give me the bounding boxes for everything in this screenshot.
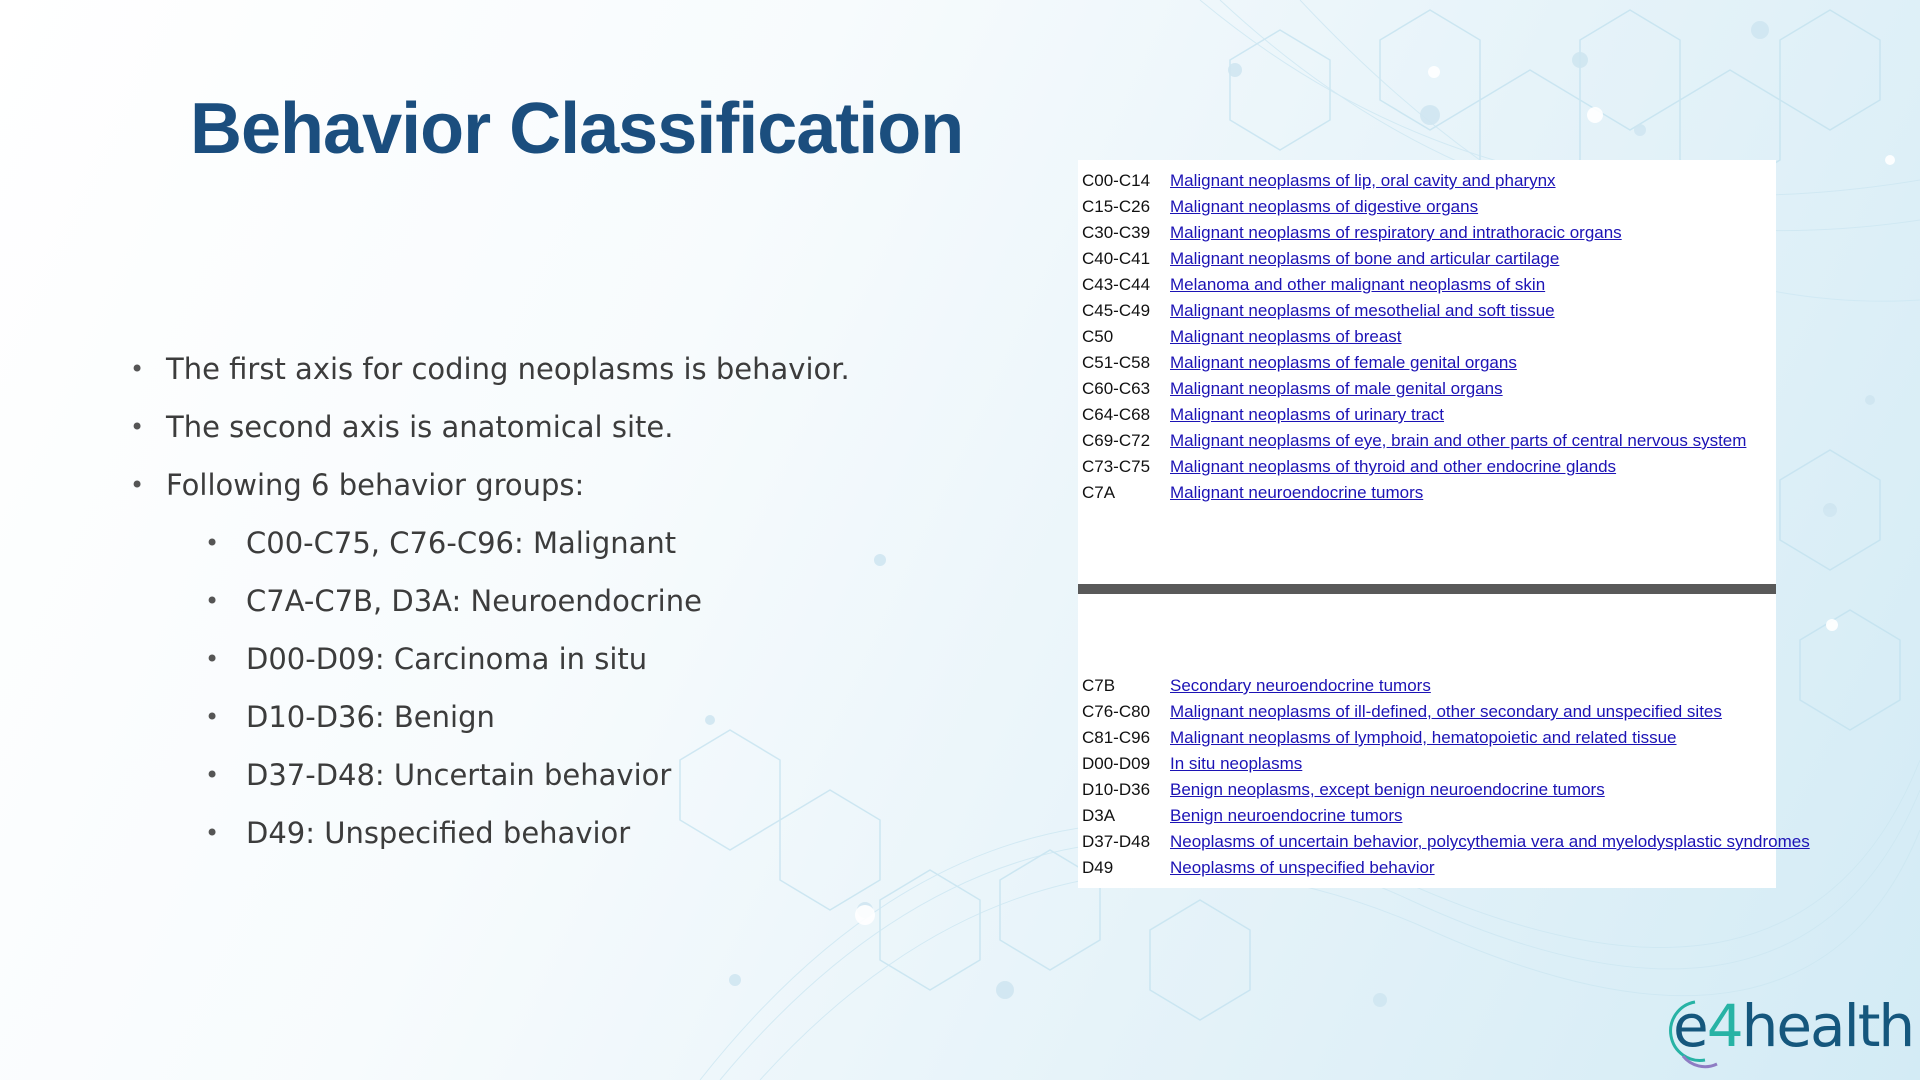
code-row bbox=[1078, 777, 1776, 803]
code-range: C30-C39 bbox=[1082, 223, 1151, 242]
bullet-text: C7A-C7B, D3A: Neuroendocrine bbox=[246, 584, 702, 618]
code-row bbox=[1078, 376, 1776, 402]
bullet-glyph: • bbox=[130, 413, 145, 441]
code-row bbox=[1078, 454, 1776, 480]
code-row bbox=[1078, 699, 1776, 725]
bullet-text: Following 6 behavior groups: bbox=[166, 468, 585, 502]
bullet-text: D00-D09: Carcinoma in situ bbox=[246, 642, 648, 676]
code-range: C45-C49 bbox=[1082, 301, 1151, 320]
code-description-link[interactable]: Malignant neoplasms of respiratory and intrathoracic organs bbox=[1170, 223, 1622, 242]
sub-bullet-item bbox=[130, 635, 850, 693]
bullet-glyph: • bbox=[205, 761, 220, 789]
code-row bbox=[1078, 168, 1776, 194]
bullet-text: D49: Unspecified behavior bbox=[246, 816, 631, 850]
code-description-link[interactable]: Melanoma and other malignant neoplasms of skin bbox=[1170, 275, 1546, 294]
icd-code-table-bottom bbox=[1078, 594, 1810, 888]
code-range: D37-D48 bbox=[1082, 832, 1151, 851]
sub-bullet-item bbox=[130, 809, 850, 867]
logo-prefix: e bbox=[1673, 992, 1707, 1060]
code-row bbox=[1078, 350, 1776, 376]
code-range: C69-C72 bbox=[1082, 431, 1151, 450]
e4health-logo bbox=[1665, 990, 1914, 1070]
code-list-bottom bbox=[1078, 594, 1810, 881]
code-range: C7A bbox=[1082, 483, 1116, 502]
code-row bbox=[1078, 402, 1776, 428]
bullet-text: C00-C75, C76-C96: Malignant bbox=[246, 526, 677, 560]
code-description-link[interactable]: Neoplasms of uncertain behavior, polycythemia vera and myelodysplastic syndromes bbox=[1170, 832, 1810, 851]
code-range: C50 bbox=[1082, 327, 1114, 346]
code-range: C51-C58 bbox=[1082, 353, 1151, 372]
code-range: C7B bbox=[1082, 676, 1116, 695]
bullet-item bbox=[130, 403, 850, 461]
code-row bbox=[1078, 272, 1776, 298]
bullet-glyph: • bbox=[205, 529, 220, 557]
code-row bbox=[1078, 725, 1776, 751]
code-range: C81-C96 bbox=[1082, 728, 1151, 747]
code-description-link[interactable]: Malignant neoplasms of thyroid and other endocrine glands bbox=[1170, 457, 1617, 476]
sub-bullet-item bbox=[130, 577, 850, 635]
bullet-glyph: • bbox=[130, 471, 145, 499]
code-description-link[interactable]: Malignant neoplasms of digestive organs bbox=[1170, 197, 1479, 216]
bullet-text: The second axis is anatomical site. bbox=[166, 410, 674, 444]
code-range: C73-C75 bbox=[1082, 457, 1151, 476]
code-description-link[interactable]: Malignant neoplasms of eye, brain and other parts of central nervous system bbox=[1170, 431, 1747, 450]
bullet-item bbox=[130, 461, 850, 519]
bullet-item bbox=[130, 345, 850, 403]
sub-bullet-item bbox=[130, 751, 850, 809]
code-description-link[interactable]: In situ neoplasms bbox=[1170, 754, 1303, 773]
logo-number: 4 bbox=[1706, 992, 1742, 1060]
code-description-link[interactable]: Malignant neoplasms of bone and articular cartilage bbox=[1170, 249, 1560, 268]
code-description-link[interactable]: Malignant neoplasms of breast bbox=[1170, 327, 1402, 346]
icd-code-table-top bbox=[1078, 160, 1776, 584]
code-range: C43-C44 bbox=[1082, 275, 1151, 294]
code-row bbox=[1078, 803, 1776, 829]
code-description-link[interactable]: Malignant neoplasms of mesothelial and soft tissue bbox=[1170, 301, 1555, 320]
code-description-link[interactable]: Benign neoplasms, except benign neuroendocrine tumors bbox=[1170, 780, 1605, 799]
code-range: C40-C41 bbox=[1082, 249, 1151, 268]
code-range: D3A bbox=[1082, 806, 1116, 825]
code-row bbox=[1078, 480, 1776, 506]
code-row bbox=[1078, 246, 1776, 272]
code-description-link[interactable]: Malignant neoplasms of male genital organs bbox=[1170, 379, 1503, 398]
table-divider bbox=[1078, 584, 1776, 594]
code-description-link[interactable]: Neoplasms of unspecified behavior bbox=[1170, 858, 1435, 877]
code-description-link[interactable]: Malignant neoplasms of urinary tract bbox=[1170, 405, 1445, 424]
bullet-glyph: • bbox=[130, 355, 145, 383]
bullet-text: D10-D36: Benign bbox=[246, 700, 495, 734]
code-row bbox=[1078, 298, 1776, 324]
code-row bbox=[1078, 428, 1776, 454]
bullet-glyph: • bbox=[205, 703, 220, 731]
code-range: D00-D09 bbox=[1082, 754, 1151, 773]
code-row bbox=[1078, 751, 1776, 777]
code-range: D49 bbox=[1082, 858, 1114, 877]
code-description-link[interactable]: Malignant neoplasms of ill-defined, other secondary and unspecified sites bbox=[1170, 702, 1722, 721]
code-list-top bbox=[1078, 160, 1776, 506]
code-row bbox=[1078, 324, 1776, 350]
code-description-link[interactable]: Malignant neoplasms of female genital organs bbox=[1170, 353, 1517, 372]
bullet-list bbox=[130, 345, 850, 867]
bullet-text: The first axis for coding neoplasms is behavior. bbox=[166, 352, 850, 386]
code-row bbox=[1078, 829, 1810, 855]
code-description-link[interactable]: Malignant neuroendocrine tumors bbox=[1170, 483, 1424, 502]
bullet-glyph: • bbox=[205, 645, 220, 673]
code-row bbox=[1078, 220, 1776, 246]
code-range: C00-C14 bbox=[1082, 171, 1151, 190]
logo-wordmark bbox=[1673, 992, 1913, 1060]
code-range: D10-D36 bbox=[1082, 780, 1151, 799]
code-row bbox=[1078, 194, 1776, 220]
code-range: C64-C68 bbox=[1082, 405, 1151, 424]
sub-bullet-item bbox=[130, 519, 850, 577]
code-description-link[interactable]: Secondary neuroendocrine tumors bbox=[1170, 676, 1431, 695]
bullet-glyph: • bbox=[205, 819, 220, 847]
code-description-link[interactable]: Malignant neoplasms of lip, oral cavity and pharynx bbox=[1170, 171, 1556, 190]
logo-suffix: health bbox=[1741, 992, 1914, 1060]
sub-bullet-item bbox=[130, 693, 850, 751]
code-range: C15-C26 bbox=[1082, 197, 1151, 216]
code-range: C76-C80 bbox=[1082, 702, 1151, 721]
code-range: C60-C63 bbox=[1082, 379, 1151, 398]
code-row bbox=[1078, 855, 1776, 881]
code-description-link[interactable]: Benign neuroendocrine tumors bbox=[1170, 806, 1403, 825]
slide-title: Behavior Classification bbox=[190, 89, 964, 169]
code-row bbox=[1078, 673, 1776, 699]
bullet-glyph: • bbox=[205, 587, 220, 615]
bullet-text: D37-D48: Uncertain behavior bbox=[246, 758, 672, 792]
code-description-link[interactable]: Malignant neoplasms of lymphoid, hematopoietic and related tissue bbox=[1170, 728, 1677, 747]
